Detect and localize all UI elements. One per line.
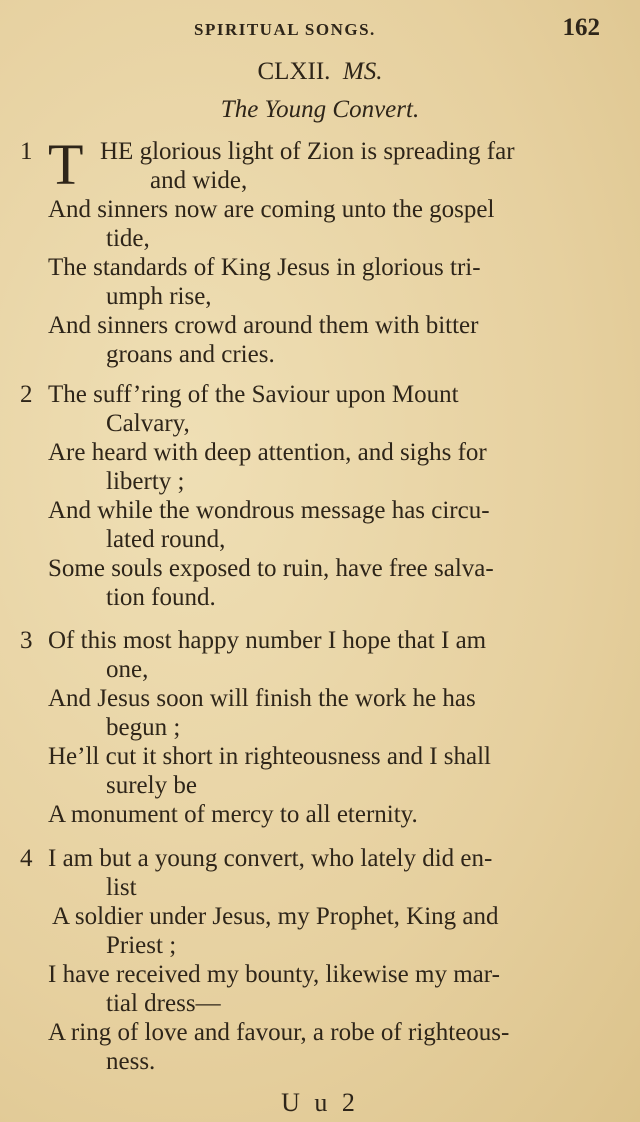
drop-cap: T [48, 132, 84, 197]
verse-line: And while the wondrous message has circu- [48, 497, 490, 524]
hymn-meter: MS. [342, 58, 383, 85]
signature-mark: U u 2 [281, 1088, 359, 1117]
verse-line: tion found. [106, 584, 216, 611]
hymn-title: The Young Convert. [220, 96, 420, 123]
verse-line: groans and cries. [106, 341, 275, 368]
verse-line: A monument of mercy to all eternity. [48, 801, 418, 828]
verse-number: 4 [20, 845, 33, 872]
verse-line: liberty ; [106, 468, 185, 495]
verse-number: 3 [20, 627, 33, 654]
running-head: SPIRITUAL SONGS. [194, 20, 376, 39]
verse-line: begun ; [106, 714, 181, 741]
verse-line: tide, [106, 225, 150, 252]
verse-line: The suff’ring of the Saviour upon Mount [48, 381, 459, 408]
verse-line: Are heard with deep attention, and sighs for [48, 439, 487, 466]
verse-line: And sinners crowd around them with bitter [48, 312, 479, 339]
verse-line: ness. [106, 1048, 156, 1075]
verse-line: And sinners now are coming unto the gospel [48, 196, 495, 223]
verse-line: Some souls exposed to ruin, have free salva- [48, 555, 494, 582]
verse-line: He’ll cut it short in righteousness and I shall [48, 743, 491, 770]
verse-line: The standards of King Jesus in glorious tri- [48, 254, 481, 281]
verse-line: Priest ; [106, 932, 177, 959]
verse-line: one, [106, 656, 149, 683]
page-number: 162 [562, 14, 600, 41]
verse-line: umph rise, [106, 283, 212, 310]
verse-line: Of this most happy number I hope that I am [48, 627, 487, 654]
verse-number: 2 [20, 381, 33, 408]
verse-line: A soldier under Jesus, my Prophet, King and [52, 903, 499, 930]
verse-line: and wide, [150, 167, 248, 194]
verse-line: And Jesus soon will finish the work he has [48, 685, 476, 712]
hymn-number-label: CLXII. [257, 58, 331, 85]
hymn-number [0, 58, 640, 86]
verse-line: tial dress— [106, 990, 221, 1017]
verse-line: A ring of love and favour, a robe of righteous- [48, 1019, 510, 1046]
verse-line: Calvary, [106, 410, 190, 437]
verse-line: I have received my bounty, likewise my mar- [48, 961, 500, 988]
verse-line: HE glorious light of Zion is spreading far [100, 138, 515, 165]
verse-number: 1 [20, 138, 33, 165]
verse-line: list [106, 874, 137, 901]
verse-line: lated round, [106, 526, 226, 553]
verse-line: I am but a young convert, who lately did en- [48, 845, 493, 872]
verse-line: surely be [106, 772, 197, 799]
